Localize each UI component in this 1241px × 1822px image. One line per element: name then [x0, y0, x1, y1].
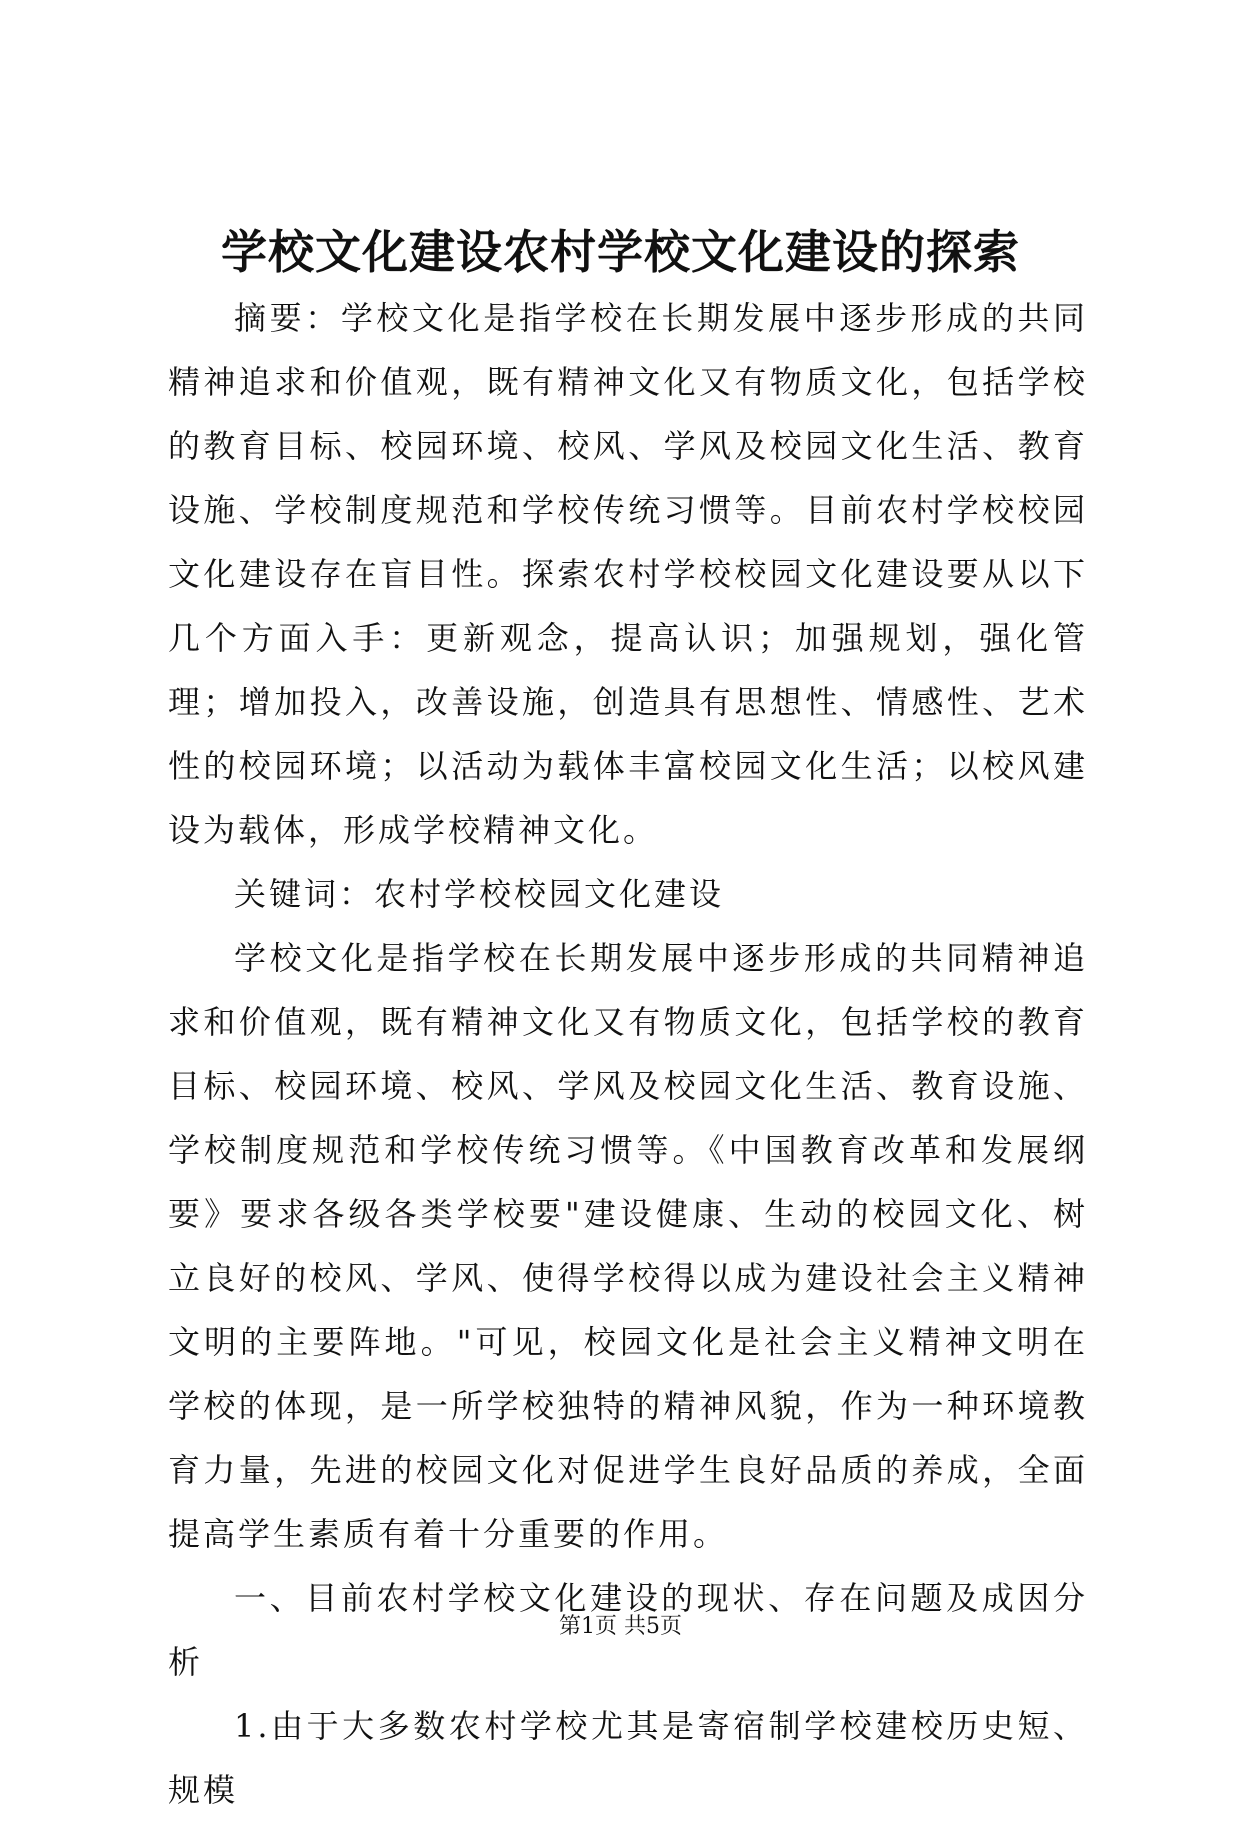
document-body	[168, 286, 1088, 1822]
section-heading: 一、目前农村学校文化建设的现状、存在问题及成因分析	[168, 1579, 1088, 1681]
numbered-paragraph: 1.由于大多数农村学校尤其是寄宿制学校建校历史短、规模	[168, 1707, 1088, 1809]
abstract-paragraph: 摘要：学校文化是指学校在长期发展中逐步形成的共同精神追求和价值观，既有精神文化又有物质文化，包括学校的教育目标、校园环境、校风、学风及校园文化生活、教育设施、学校制度规范和学校传统习惯等。目前农村学校校园文化建设存在盲目性。探索农村学校校园文化建设要从以下几个方面入手：更新观念，提高认识；加强规划，强化管理；增加投入，改善设施，创造具有思想性、情感性、艺术性的校园环境；以活动为载体丰富校园文化生活；以校风建设为载体，形成学校精神文化。	[168, 299, 1088, 849]
keywords-paragraph: 关键词：农村学校校园文化建设	[234, 875, 725, 913]
intro-paragraph: 学校文化是指学校在长期发展中逐步形成的共同精神追求和价值观，既有精神文化又有物质文化，包括学校的教育目标、校园环境、校风、学风及校园文化生活、教育设施、学校制度规范和学校传统习惯等。《中国教育改革和发展纲要》要求各级各类学校要"建设健康、生动的校园文化、树立良好的校风、学风、使得学校得以成为建设社会主义精神文明的主要阵地。"可见，校园文化是社会主义精神文明在学校的体现，是一所学校独特的精神风貌，作为一种环境教育力量，先进的校园文化对促进学生良好品质的养成，全面提高学生素质有着十分重要的作用。	[168, 939, 1088, 1553]
document-title: 学校文化建设农村学校文化建设的探索	[221, 225, 1020, 279]
page-footer: 第1页 共5页	[559, 1614, 682, 1639]
